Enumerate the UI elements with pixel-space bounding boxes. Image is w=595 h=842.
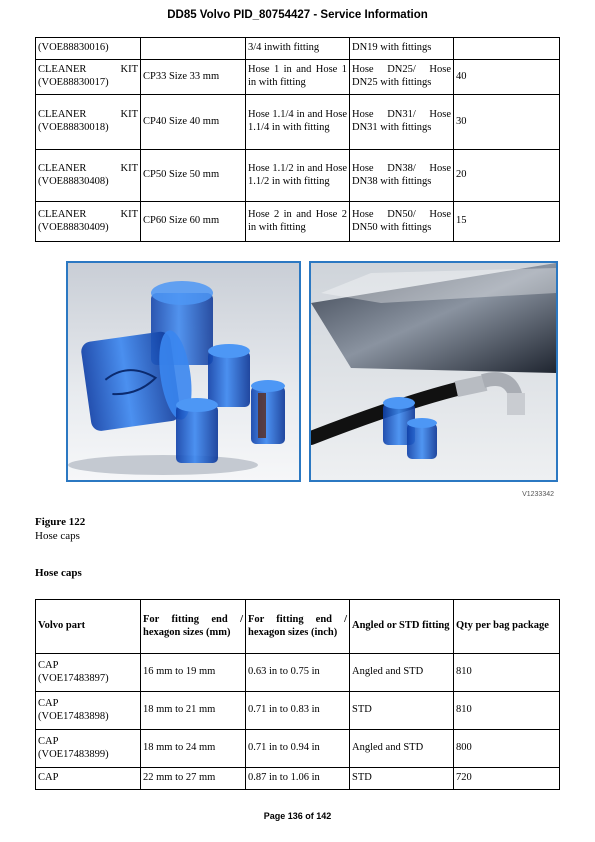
inch-cell: 0.71 in to 0.83 in xyxy=(246,692,350,730)
part-cell xyxy=(36,654,141,692)
fitting-cell: Hose 1.1/2 in and Hose 1.1/2 in with fitting xyxy=(246,150,350,202)
page-footer-number: Page 136 of 142 xyxy=(263,811,332,821)
part-name: CLEANER KIT xyxy=(38,208,138,220)
table-row xyxy=(36,730,560,768)
qty-cell: 40 xyxy=(454,60,560,95)
part-code: (VOE88830408) xyxy=(38,175,109,187)
size-cell: CP40 Size 40 mm xyxy=(141,95,246,150)
blue-hose-caps-image xyxy=(68,263,299,480)
part-code: (VOE17483898) xyxy=(38,710,109,722)
dn-cell: Hose DN25/ Hose DN25 with fittings xyxy=(350,60,454,95)
part-name: CAP xyxy=(38,697,59,709)
qty-cell: 15 xyxy=(454,202,560,242)
type-cell: STD xyxy=(350,768,454,790)
fitting-cell: 3/4 inwith fitting xyxy=(246,38,350,60)
qty-cell: 810 xyxy=(454,692,560,730)
size-cell: CP60 Size 60 mm xyxy=(141,202,246,242)
part-name: CLEANER KIT xyxy=(38,162,138,174)
dn-cell: Hose DN50/ Hose DN50 with fittings xyxy=(350,202,454,242)
column-header-fitting-mm: For fitting end / hexagon sizes (mm) xyxy=(141,600,246,654)
column-header-part: Volvo part xyxy=(36,600,141,654)
table-row xyxy=(36,60,560,95)
column-header-qty: Qty per bag package xyxy=(454,600,560,654)
type-cell: Angled and STD xyxy=(350,654,454,692)
qty-cell: 30 xyxy=(454,95,560,150)
part-name: CAP xyxy=(38,659,59,671)
figure-caption: Hose caps xyxy=(35,530,80,542)
inch-cell: 0.71 in to 0.94 in xyxy=(246,730,350,768)
cleaner-kit-table xyxy=(35,37,560,242)
qty-cell: 20 xyxy=(454,150,560,202)
part-cell xyxy=(36,692,141,730)
type-cell: Angled and STD xyxy=(350,730,454,768)
dn-cell: DN19 with fittings xyxy=(350,38,454,60)
hose-caps-photo-left xyxy=(66,261,301,482)
fitting-cell: Hose 1.1/4 in and Hose 1.1/4 in with fitting xyxy=(246,95,350,150)
section-title: Hose caps xyxy=(35,567,82,579)
part-code: (VOE17483897) xyxy=(38,672,109,684)
hose-with-caps-image xyxy=(311,263,556,480)
part-cell xyxy=(36,95,141,150)
figure-reference-code: V1233342 xyxy=(522,491,554,498)
type-cell: STD xyxy=(350,692,454,730)
fitting-cell: Hose 2 in and Hose 2 in with fitting xyxy=(246,202,350,242)
column-header-fitting-inch: For fitting end / hexagon sizes (inch) xyxy=(246,600,350,654)
part-cell: (VOE88830016) xyxy=(36,38,141,60)
part-cell xyxy=(36,730,141,768)
table-row xyxy=(36,95,560,150)
inch-cell: 0.63 in to 0.75 in xyxy=(246,654,350,692)
mm-cell: 18 mm to 21 mm xyxy=(141,692,246,730)
part-code: (VOE17483899) xyxy=(38,748,109,760)
part-name: CLEANER KIT xyxy=(38,109,138,121)
hose-caps-photo-right xyxy=(309,261,558,482)
dn-cell: Hose DN31/ Hose DN31 with fittings xyxy=(350,95,454,150)
part-code: (VOE88830409) xyxy=(38,221,109,233)
table-row xyxy=(36,654,560,692)
figure-number: Figure 122 xyxy=(35,516,86,528)
part-cell xyxy=(36,60,141,95)
qty-cell: 720 xyxy=(454,768,560,790)
inch-cell: 0.87 in to 1.06 in xyxy=(246,768,350,790)
part-cell: CAP xyxy=(36,768,141,790)
table-row xyxy=(36,692,560,730)
table-row xyxy=(36,38,560,60)
hose-caps-table xyxy=(35,599,560,790)
page-header-title: DD85 Volvo PID_80754427 - Service Information xyxy=(167,9,428,21)
size-cell: CP50 Size 50 mm xyxy=(141,150,246,202)
part-cell xyxy=(36,202,141,242)
mm-cell: 22 mm to 27 mm xyxy=(141,768,246,790)
part-cell xyxy=(36,150,141,202)
size-cell xyxy=(141,38,246,60)
qty-cell xyxy=(454,38,560,60)
table-row xyxy=(36,768,560,790)
part-name: CLEANER KIT xyxy=(38,64,138,76)
fitting-cell: Hose 1 in and Hose 1 in with fitting xyxy=(246,60,350,95)
hose-caps-figure xyxy=(66,261,558,498)
dn-cell: Hose DN38/ Hose DN38 with fittings xyxy=(350,150,454,202)
part-name: CAP xyxy=(38,735,59,747)
table-row xyxy=(36,150,560,202)
size-cell: CP33 Size 33 mm xyxy=(141,60,246,95)
qty-cell: 810 xyxy=(454,654,560,692)
mm-cell: 16 mm to 19 mm xyxy=(141,654,246,692)
part-code: (VOE88830018) xyxy=(38,122,109,133)
column-header-type: Angled or STD fitting xyxy=(350,600,454,654)
qty-cell: 800 xyxy=(454,730,560,768)
mm-cell: 18 mm to 24 mm xyxy=(141,730,246,768)
table-row xyxy=(36,202,560,242)
table-header-row xyxy=(36,600,560,654)
part-code: (VOE88830017) xyxy=(38,77,109,88)
